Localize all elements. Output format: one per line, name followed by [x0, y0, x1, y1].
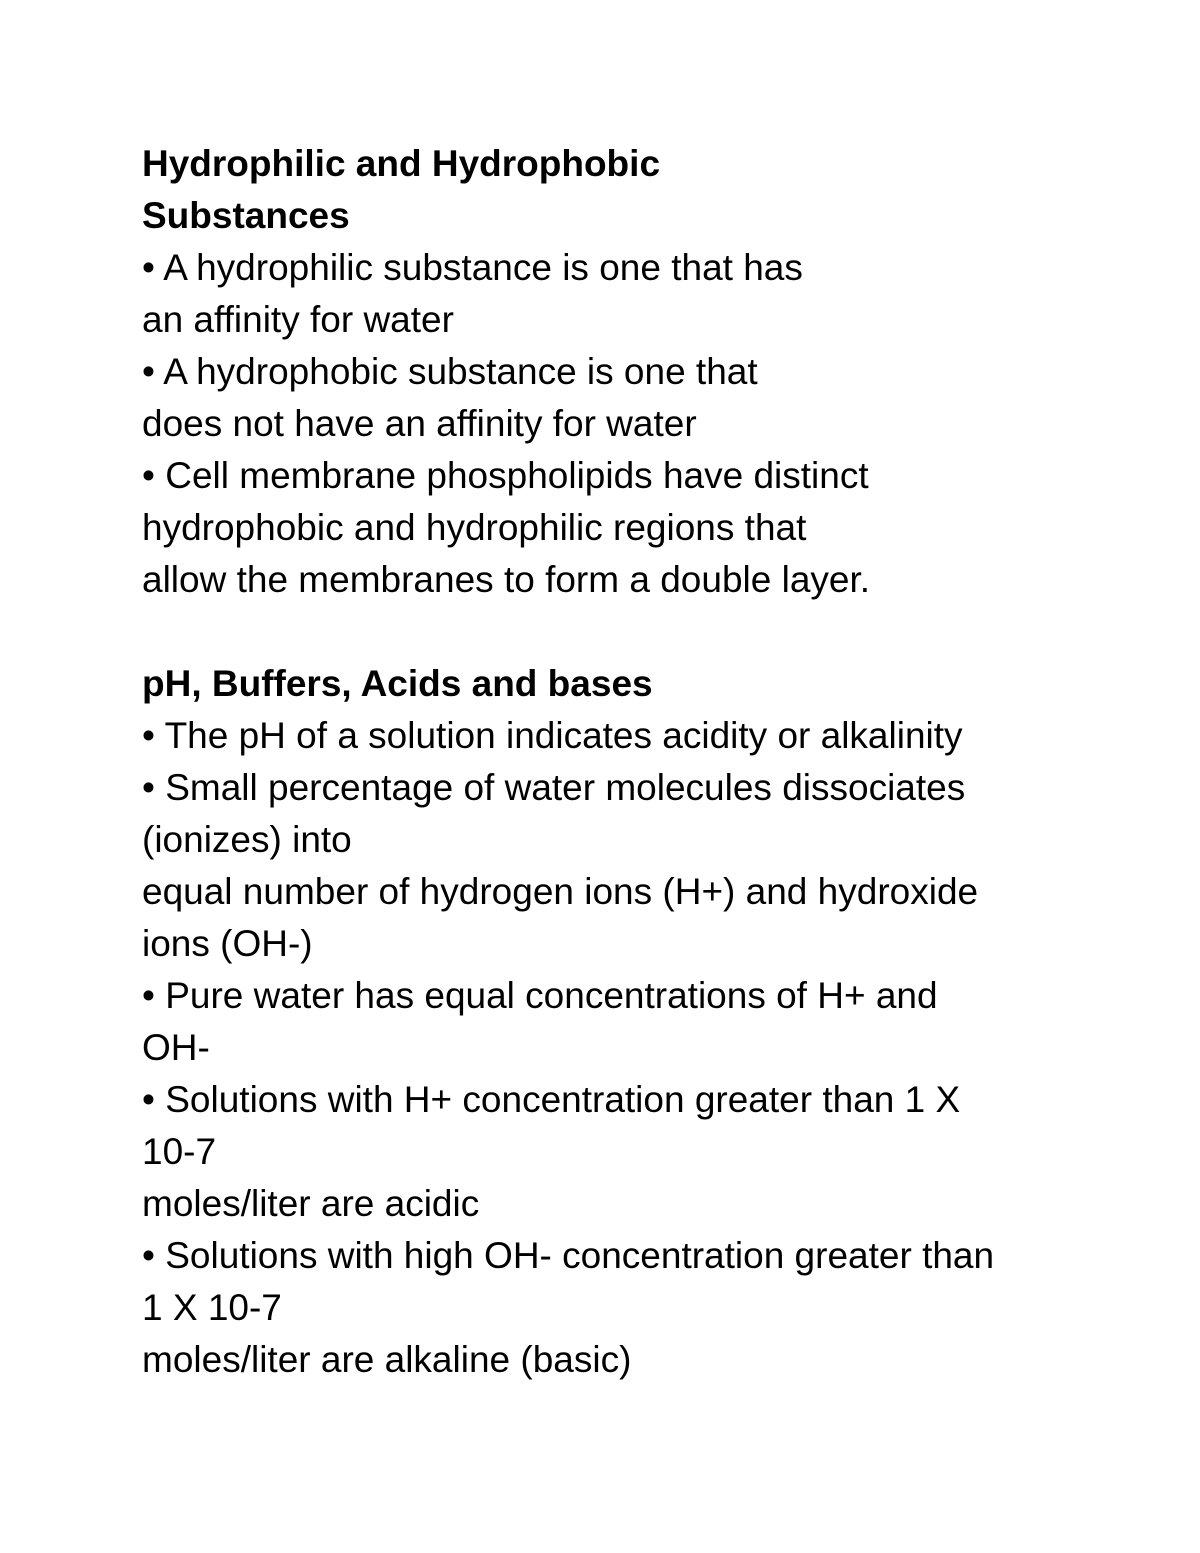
- body-line: equal number of hydrogen ions (H+) and hydroxide: [142, 871, 979, 912]
- body-line: (ionizes) into: [142, 819, 352, 860]
- body-line: • A hydrophobic substance is one that: [142, 351, 758, 392]
- body-line: • Cell membrane phospholipids have distinct: [142, 455, 869, 496]
- section-ph-buffers-acids-bases: [142, 658, 1142, 1386]
- body-line: moles/liter are acidic: [142, 1183, 480, 1224]
- paragraph-spacer: [142, 606, 1142, 658]
- body-line: OH-: [142, 1027, 210, 1068]
- document-content: [142, 138, 1142, 1386]
- body-line: • Small percentage of water molecules dissociates: [142, 767, 966, 808]
- section-heading-line: pH, Buffers, Acids and bases: [142, 663, 653, 704]
- section-heading-line: Substances: [142, 195, 350, 236]
- body-line: 1 X 10-7: [142, 1287, 282, 1328]
- body-line: 10-7: [142, 1131, 217, 1172]
- section-heading-line: Hydrophilic and Hydrophobic: [142, 143, 661, 184]
- body-line: an affinity for water: [142, 299, 454, 340]
- body-line: ions (OH-): [142, 923, 313, 964]
- body-line: moles/liter are alkaline (basic): [142, 1339, 632, 1380]
- body-line: • Solutions with H+ concentration greater than 1 X: [142, 1079, 961, 1120]
- body-line: • Pure water has equal concentrations of H+ and: [142, 975, 938, 1016]
- body-line: • A hydrophilic substance is one that has: [142, 247, 803, 288]
- body-line: • The pH of a solution indicates acidity or alkalinity: [142, 715, 963, 756]
- body-line: allow the membranes to form a double layer.: [142, 559, 871, 600]
- body-line: • Solutions with high OH- concentration greater than: [142, 1235, 995, 1276]
- section-hydrophilic-hydrophobic: [142, 138, 1142, 606]
- body-line: hydrophobic and hydrophilic regions that: [142, 507, 807, 548]
- body-line: does not have an affinity for water: [142, 403, 697, 444]
